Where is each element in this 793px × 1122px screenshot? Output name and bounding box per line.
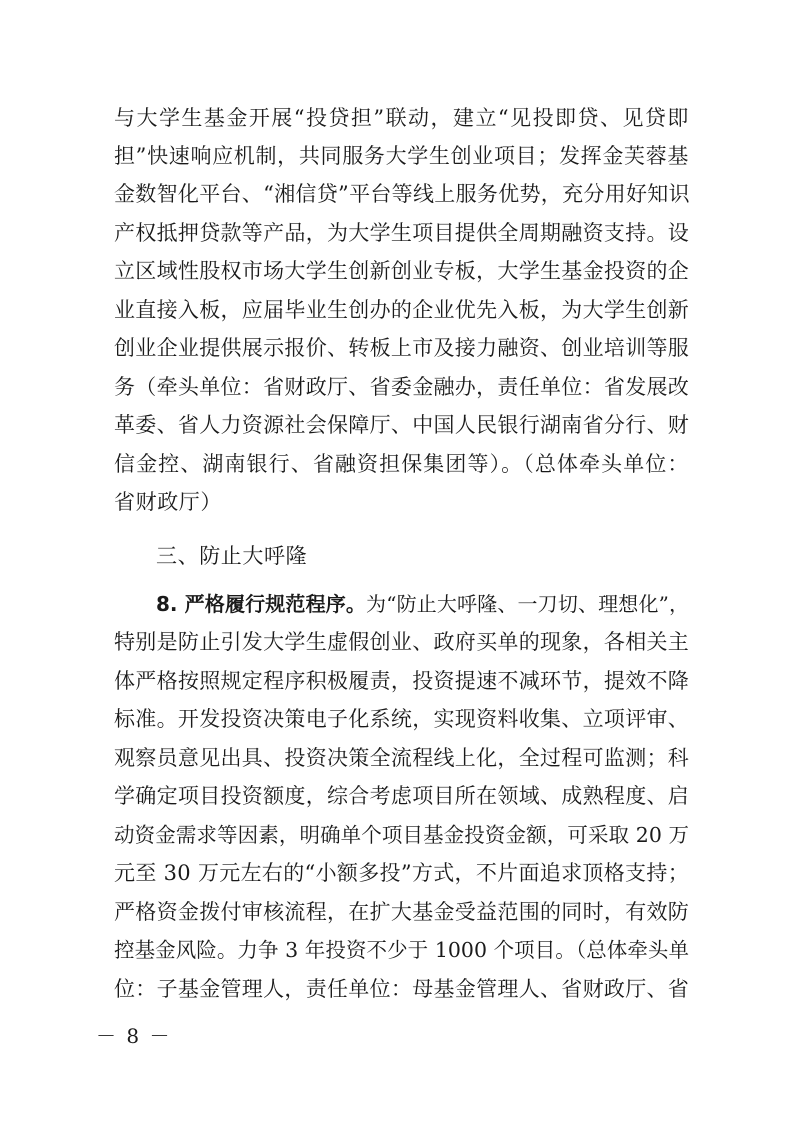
text-line: 业直接入板，应届毕业生创办的企业优先入板，为大学生创新 xyxy=(114,298,690,322)
text-line: 动资金需求等因素，明确单个项目基金投资金额，可采取 20 万 xyxy=(114,823,689,847)
text-line: 信金控、湖南银行、省融资担保集团等）。（总体牵头单位： xyxy=(114,452,689,476)
text-line: 控基金风险。力争 3 年投资不少于 1000 个项目。（总体牵头单 xyxy=(114,938,689,962)
text-line: 务（牵头单位：省财政厅、省委金融办，责任单位：省发展改 xyxy=(114,375,690,399)
text-line: 标准。开发投资决策电子化系统，实现资料收集、立项评审、 xyxy=(114,707,690,731)
text-line: 产权抵押贷款等产品，为大学生项目提供全周期融资支持。设 xyxy=(114,221,690,245)
text-line: 观察员意见出具、投资决策全流程线上化，全过程可监测；科 xyxy=(114,746,690,770)
item-title: 8. 严格履行规范程序。 xyxy=(156,592,367,616)
text-line: 革委、省人力资源社会保障厅、中国人民银行湖南省分行、财 xyxy=(114,413,690,437)
text-line: 省财政厅） xyxy=(114,490,222,514)
text-line: 特别是防止引发大学生虚假创业、政府买单的现象，各相关主 xyxy=(114,630,690,654)
text-line: 担”快速响应机制，共同服务大学生创业项目；发挥金芙蓉基 xyxy=(114,144,689,168)
text-line: 元至 30 万元左右的“小额多投”方式，不片面追求顶格支持； xyxy=(114,861,689,885)
section-heading: 三、防止大呼隆 xyxy=(156,544,308,568)
text-line-first xyxy=(156,589,689,619)
text-line: 体严格按照规定程序积极履责，投资提速不减环节，提效不降 xyxy=(114,669,690,693)
text-line: 位：子基金管理人，责任单位：母基金管理人、省财政厅、省 xyxy=(114,977,690,1001)
text-line: 金数智化平台、“湘信贷”平台等线上服务优势，充分用好知识 xyxy=(114,182,690,206)
text-line: 学确定项目投资额度，综合考虑项目所在领域、成熟程度、启 xyxy=(114,784,690,808)
text-line: 与大学生基金开展“投贷担”联动，建立“见投即贷、见贷即 xyxy=(114,106,689,130)
text-line: 创业企业提供展示报价、转板上市及接力融资、创业培训等服 xyxy=(114,336,690,360)
item-title-rest: 为“防止大呼隆、一刀切、理想化”， xyxy=(366,592,689,616)
page-number: － 8 － xyxy=(96,1024,172,1048)
text-line: 严格资金拨付审核流程，在扩大基金受益范围的同时，有效防 xyxy=(114,900,690,924)
text-line: 立区域性股权市场大学生创新创业专板，大学生基金投资的企 xyxy=(114,259,690,283)
